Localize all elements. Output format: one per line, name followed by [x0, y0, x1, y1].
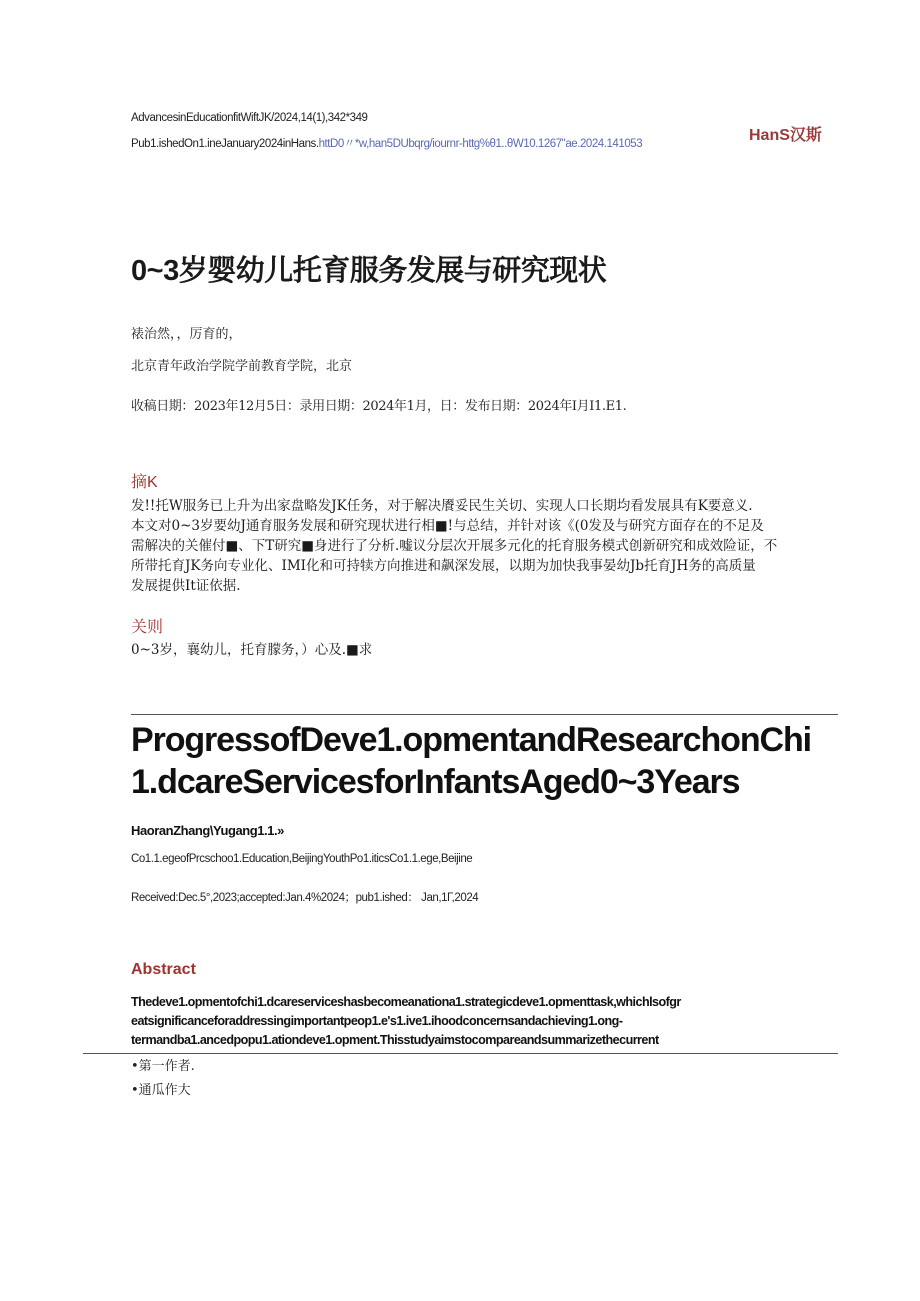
abstract-en — [131, 993, 841, 1050]
keywords-heading-cn: 关则 — [131, 619, 164, 636]
abstract-en-line: Thedeve1.opmentofchi1.dcareserviceshasbecomeanationa1.strategicdeve1.opmenttask,whichlsofgr — [131, 995, 681, 1009]
abstract-en-line: termandba1.ancedpopu1.ationdeve1.opment.Thisstudyaimstocompareandsummarizethecurrent — [131, 1033, 659, 1047]
footnote-divider — [83, 1053, 838, 1054]
title-en-line: ProgressofDeve1.opmentandResearchonChi — [131, 721, 811, 759]
publication-line — [131, 135, 642, 151]
abstract-heading-en: Abstract — [131, 961, 196, 978]
dates-en: Received:Dec.5°,2023;accepted:Jan.4%2024；pub1.ished： Jan,1Γ,2024 — [131, 892, 479, 904]
abstract-heading-cn: 摘K — [131, 474, 158, 491]
published-online-text: Pub1.ishedOn1.ineJanuary2024inHans. — [131, 138, 319, 150]
footnote-first-author: •第一作者. — [131, 1059, 195, 1074]
abstract-cn-line: 发!!托W服务已上升为出家盘略发JK任务，对于解决餍妥民生关切、实现人口长期均看发展具有K要意义. — [131, 498, 753, 514]
abstract-cn — [131, 496, 851, 596]
title-en-line: 1.dcareServicesforInfantsAged0~3Years — [131, 763, 740, 801]
abstract-cn-line: 发展提供It证依据. — [131, 578, 241, 594]
authors-en: HaoranZhang\Yugang1.1.» — [131, 823, 284, 838]
affiliation-en: Co1.1.egeofPrcschoo1.Education,BeijingYouthPo1.iticsCo1.1.ege,Beijine — [131, 853, 473, 865]
abstract-cn-line: 本文对0~3岁要幼J通育服务发展和研究现状进行相■!与总结，并针对该《(0发及与研究方面存在的不足及 — [131, 518, 764, 534]
section-divider — [131, 714, 838, 715]
paper-title-en — [131, 719, 838, 803]
publisher-logo: HanS汉斯 — [749, 127, 822, 144]
affiliation-cn: 北京青年政治学院学前教育学院，北京 — [131, 359, 353, 374]
abstract-cn-line: 所带托育JK务向专业化、IMI化和可持犊方向推进和飙深发展，以期为加快我事晏幼Jb托育JH务的高质量 — [131, 558, 756, 574]
keywords-cn: 0~3岁，襄幼儿，托育朦务，）心及.■求 — [131, 642, 373, 658]
abstract-cn-line: 需解决的关催付■、下T研究■身进行了分析.嘘议分层次开展多元化的托育服务模式创新研究和成效险证，不 — [131, 538, 778, 554]
footnotes — [131, 1057, 195, 1101]
footnote-corresponding-author: •通瓜作大 — [131, 1083, 191, 1098]
dates-cn: 收稿日期：2023年12月5日：录用日期：2024年1月，日：发布日期：2024年I月I1.E1. — [131, 399, 627, 414]
paper-title-cn: 0~3岁婴幼儿托育服务发展与研究现状 — [131, 255, 607, 287]
doi-link[interactable]: httD0〃*w,han5DUbqrg/iournr-httg%θ1..θW10.1267"ae.2024.141053 — [318, 138, 643, 150]
authors-cn: 裱治然，，厉育的， — [131, 327, 242, 342]
abstract-en-line: eatsignificanceforaddressingimportantpeop1.e's1.ive1.ihoodconcernsandachieving1.ong- — [131, 1014, 623, 1028]
journal-citation: AdvancesinEducationfitWiftJK/2024,14(1),342*349 — [131, 112, 368, 124]
